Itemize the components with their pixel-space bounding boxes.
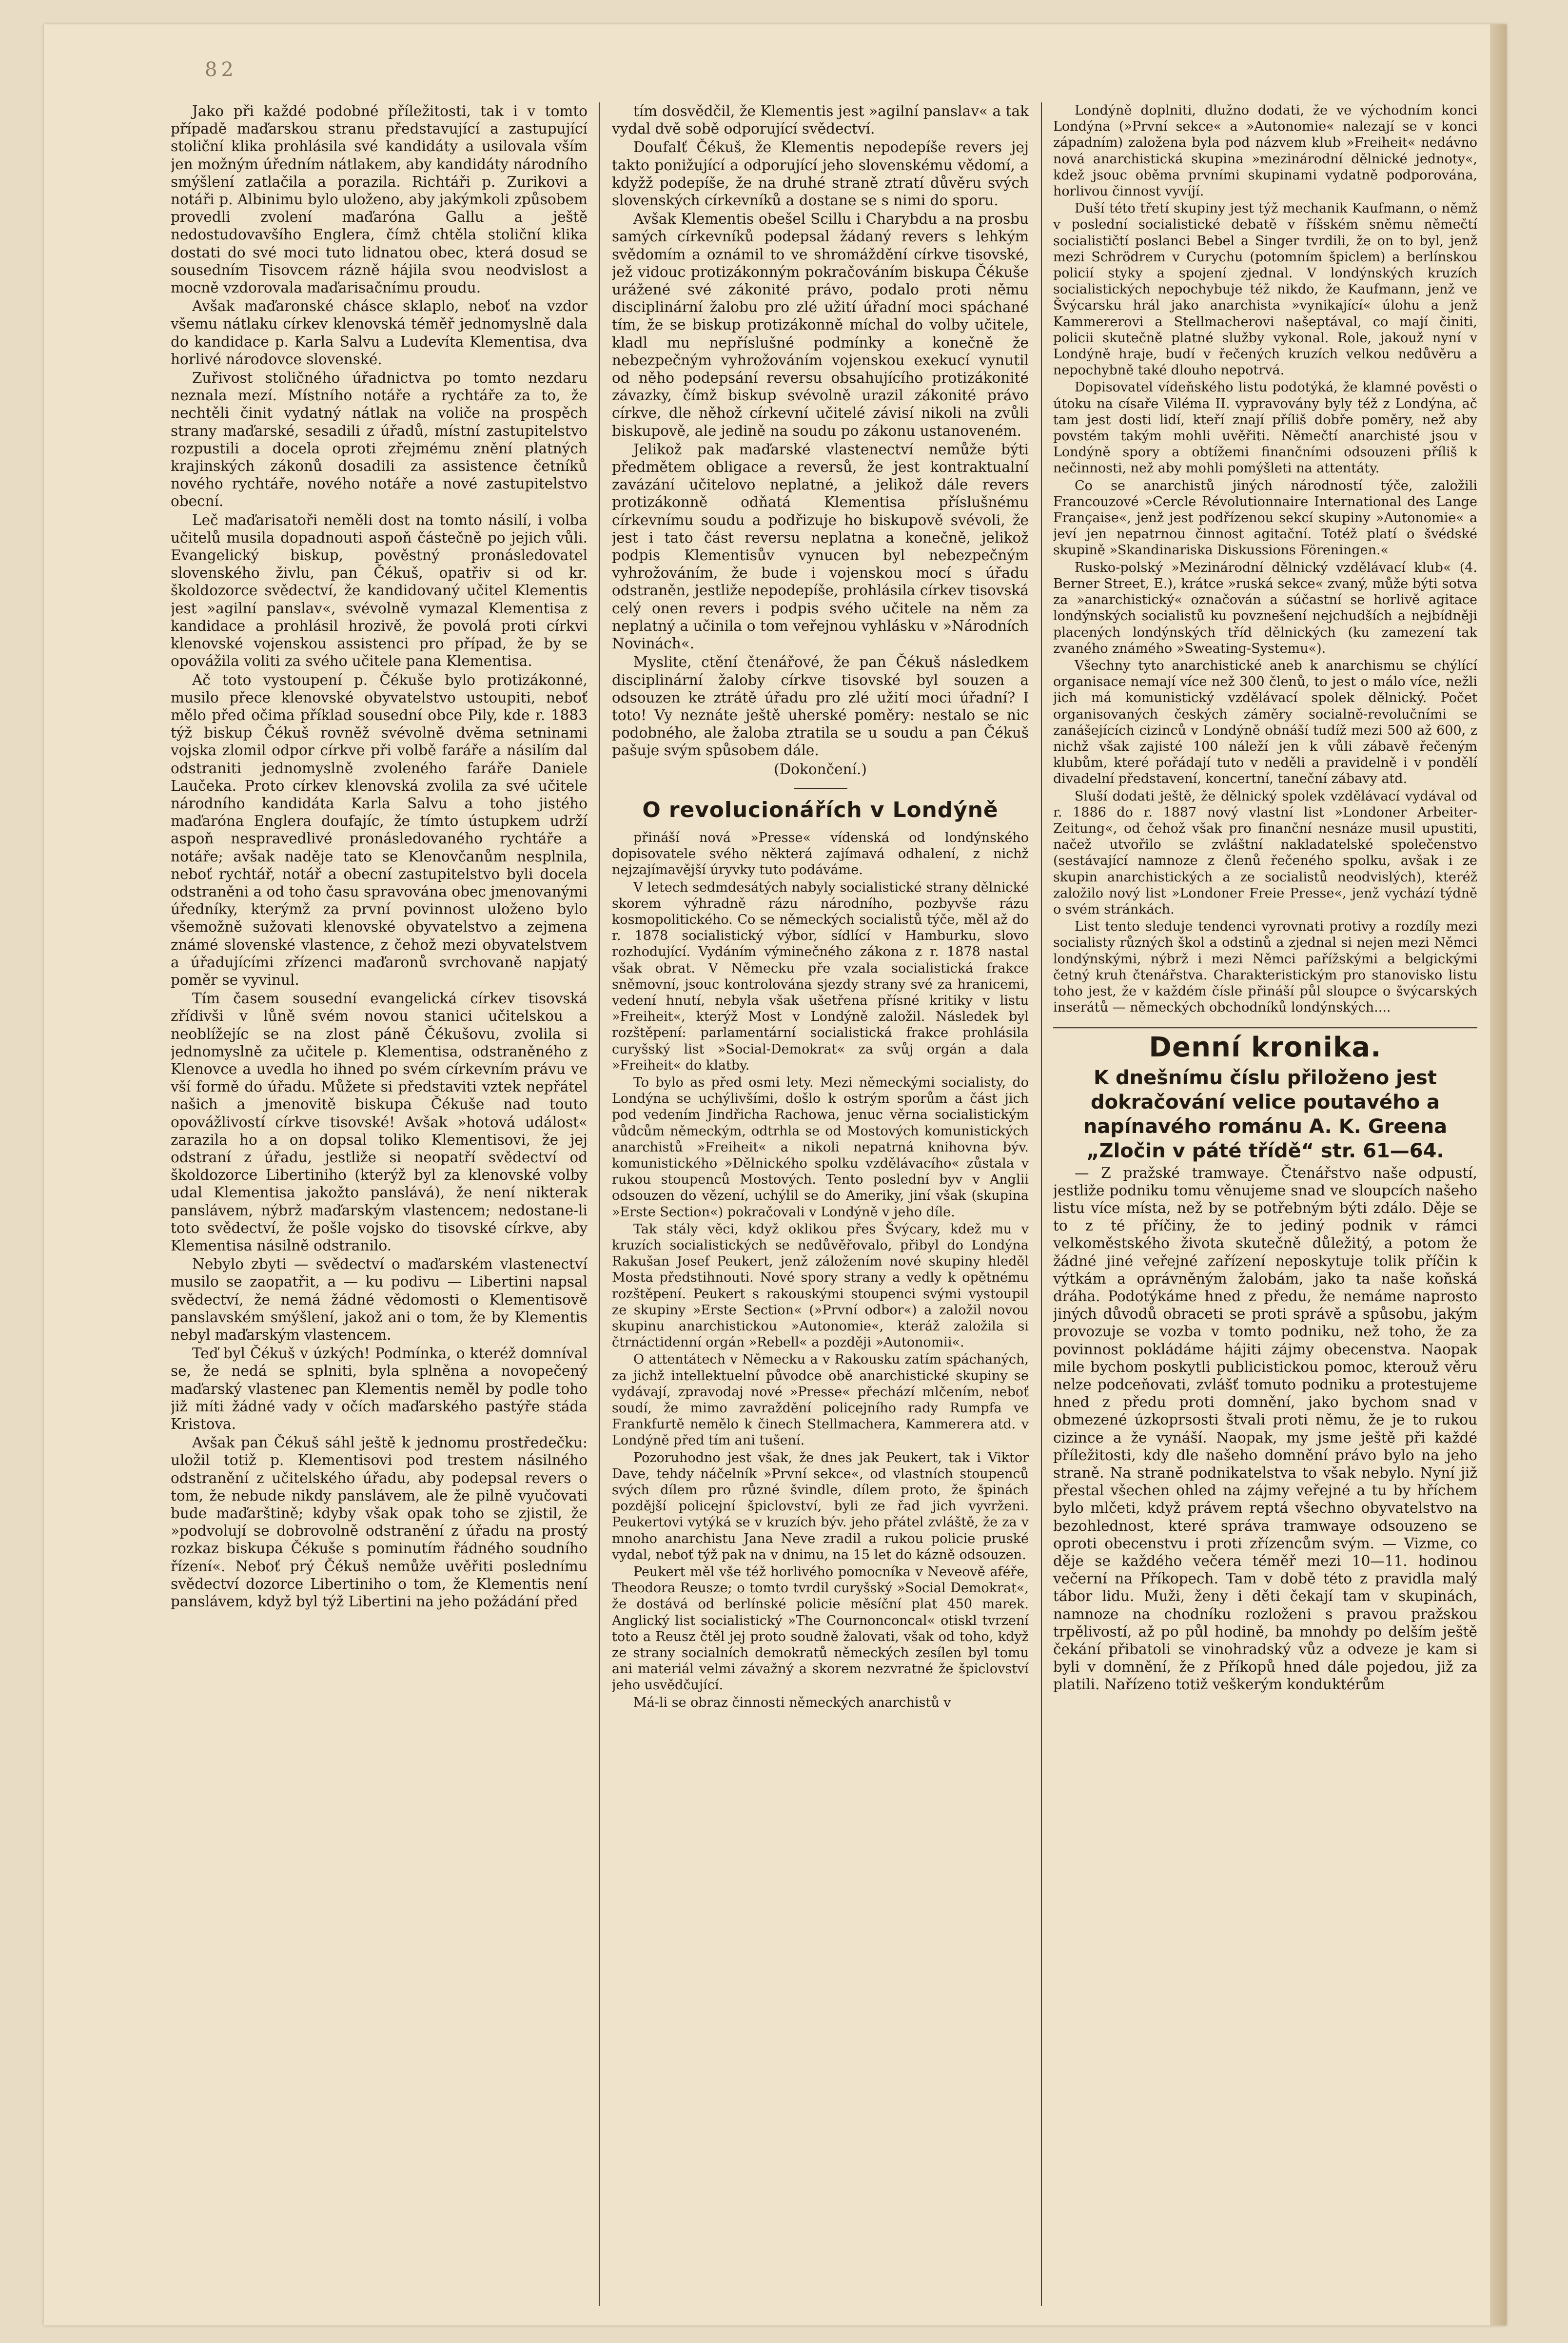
column-rule [599, 102, 600, 2306]
article-paragraph: Sluší dodati ještě, že dělnický spolek vzdělávací vydával od r. 1886 do r. 1887 nový vlastní list »Londoner Arbeiter-Zeitung«, od čehož však pro finanční nesnáze musil upustiti, načež utvořilo se zvláštní nakladatelské společenstvo (sestávající namnoze z členů řečeného spolku, avšak i ze skupin anarchistických a ze socialistů neodvislých), kteréž založilo nový list »Londoner Freie Presse«, jenž vychází týdně o svém stránkách. [1053, 788, 1477, 917]
page-edge [1490, 24, 1507, 2325]
article-paragraph: Doufalť Čékuš, že Klementis nepodepíše revers jej takto ponižující a odporující jeho slovenskému vědomí, a kdyžž podepíše, že na druhé straně ztratí důvěru svých slovenských církevníků a dostane se s nimi do sporu. [612, 139, 1029, 209]
article-paragraph: tím dosvědčil, že Klementis jest »agilní panslav« a tak vydal dvě sobě odporující svědectví. [612, 103, 1029, 137]
article-paragraph: Duší této třetí skupiny jest týž mechanik Kaufmann, o němž v poslední socialistické debatě v říšském sněmu němečtí socialističtí poslanci Bebel a Singer tvrdili, že on to byl, jenž mezi Schrödrem v Curychu (potomním špiclem) a berlínskou policií styky a spojení zjednal. V londýnských kruzích socialistických nepochybuje též nikdo, že Kaufmann, jenž ve Švýcarsku hrál jako anarchista »vynikající« úlohu a jenž Kammererovi a Stellmacherovi našeptával, co mají činiti, policii skutečně platné služby vykonal. Role, jakouž nyní v Londýně hraje, budí v řečených kruzích velkou nedůvěru a nepochybně také dlouho nepotrvá. [1053, 201, 1477, 378]
article-paragraph: To bylo as před osmi lety. Mezi německými socialisty, do Londýna se uchýlivšími, došlo k ostrým sporům a část jich pod vedením Jindřicha Rachowa, jenuc věrna socialistickým vůdcům německým, odtrhla se od Mostových komunistických anarchistů »Freiheit« a nikoli nepatrná knihovna býv. komunistického »Dělnického spolku vzdělávacího« zůstala v rukou stoupenců Mostových. Tento poslední byv v Anglii odsouzen do vězení, uchýlil se do Ameriky, jiní však (skupina »Erste Section«) pokračovali v Londýně v jeho díle. [612, 1074, 1029, 1220]
article-paragraph: Avšak Klementis obešel Scillu i Charybdu a na prosbu samých církevníků podepsal žádaný revers s lehkým svědomím a oznámil to ve shromáždění církve tisovské, jež vidouc protizákonným pokračováním biskupa Čékuše urážené své zákonité právo, podalo proti němu disciplinární žalobu pro zlé užití úřadní moci spáchané tím, že se biskup protizákonně míchal do volby učitele, kladl mu nepříslušné podmínky a konečně že nebezpečným vyhrožováním vojenskou exekucí vynutil od něho podepsání reversu obsahujícího protizákonité závazky, čímž biskup svévolně urazil zákonité právo církve, dle něhož církevní učitelé závisí nikoli na zvůli biskupově, ale jedině na soudu po zákonu ustanoveném. [612, 211, 1029, 439]
article-paragraph: — Z pražské tramwaye. Čtenářstvo naše odpustí, jestliže podniku tomu věnujeme snad ve sloupcích našeho listu více místa, než by se potřebným býti zdálo. Děje se to z té příčiny, že to jediný podnik v rámci velkoměstského života skutečně důležitý, a potom že žádné jiné veřejné zařízení neposkytuje tolik příčin k výtkám a oprávněným žalobám, jako ta naše koňská dráha. Podotýkáme hned z předu, že nemáme naprosto jiných důvodů obraceti se proti správě a spůsobu, jakým provozuje se vozba v tomto podniku, než toho, že za povinnost pokládáme hájiti zájmy obecenstva. Naopak mile bychom poskytli publicistickou pomoc, kterouž věru nelze podceňovati, zvlášť tomuto podniku a protestujeme hned z předu proti domnění, jako bychom snad v obmezené úzkoprsosti štvali proti němu, že je to rukou cizince a že vynáší. Naopak, my jsme ještě při každé příležitosti, kdy dle našeho domnění právo bylo na jeho straně. Na straně podnikatelstva to však nebylo. Nyní již přestal všechen ohled na zájmy veřejné a tu by hříchem bylo mlčeti, když právem reptá všechno obyvatelstvo na bezohlednost, které správa tramwaye odsouzeno se oproti obecenstvu i proti zřízencům svým. — Vizme, co děje se každého večera téměř mezi 10—11. hodinou večerní na Příkopech. Tam v době této z pravidla malý tábor lidu. Muži, ženy i děti čekají tam v skupinách, namnoze na chodníku rozloženi s pravou pražskou trpělivostí, až po půl hodině, ba mnohdy po delším ještě čekání přibatoli se vinohradský vůz a odveze je kam si byli v domnění, že z Příkopů hned dále pojedou, již za platili. Nařízeno totiž veškerým konduktérům [1053, 1164, 1477, 1693]
article-paragraph: Peukert měl vše též horlivého pomocníka v Neveově aféře, Theodora Reusze; o tomto tvrdil curyšský »Social Demokrat«, že dostává od berlínské policie měsíční plat 450 marek. Anglický list socialistický »The Cournonconcal« otiskl tvrzení toto a Reusz čtěl jej proto soudně žalovati, však od toho, když ze strany socialních demokratů německých zesílen byl tomu ani materiál velmi závažný a skorem nezvratné že špiclovství jeho usvědčující. [612, 1564, 1029, 1693]
column-3 [1053, 102, 1477, 2306]
article-paragraph: Všechny tyto anarchistické aneb k anarchismu se chýlící organisace nemají více než 300 členů, to jest o málo více, nežli jich má komunistický vzdělávací spolek dělnický. Počet organisovaných českých záměry socialně-revolučními se zanášejících cizinců v Londýně obnáší tudíž mezi 500 až 600, z nichž však zajisté 100 náleží jen k vůli zábavě řečeným klubům, které pořádají tuto v neděli a pravidelně i v pondělí divadelní představení, koncertní, taneční zábavy atd. [1053, 658, 1477, 787]
article-paragraph: Jelikož pak maďarské vlastenectví nemůže býti předmětem obligace a reversů, že jest kontraktualní zavázání učitelovo neplatné, a jelikož dále revers protizákonně odňatá Klementisa příslušnému církevnímu soudu a podřizuje ho biskupově svévoli, že jest i tato část reversu neplatna a konečně, jelikož podpis Klementisův vynucen byl nebezpečným vyhrožováním, že bude i vojenskou mocí s úřadu odstraněn, jestliže nepodepíše, prohlásila církev tisovská celý onen revers i podpis svého učitele na něm za neplatný a učinila o tom veřejnou vyhlásku v »Národních Novinách«. [612, 441, 1029, 652]
article-paragraph: Ač toto vystoupení p. Čékuše bylo protizákonné, musilo přece klenovské obyvatelstvo ustoupiti, neboť mělo před očima příklad sousední obce Pily, kde r. 1883 týž biskup Čékuš rovněž svévolně dvěma setninami vojska zlomil odpor církve při volbě faráře a násilím dal odstraniti jednomyslně zvoleného faráře Daniele Laučeka. Proto církev klenovská zvolila za své učitele národního kandidáta Karla Salvu a toho jistého maďaróna Englera doufajíc, že tímto ústupkem udrží aspoň nespravedlivé pronásledovaného rychtáře a notáře; avšak naděje tato se Klenovčanům nesplnila, neboť rychtář, notář a obecní zastupitelstvo byli docela odstraněni a od toho času spravována obec jmenovanými úředníky, kterýmž za první povinnost uloženo bylo všemožně sužovati klenovské obyvatelstvo a zejmena známé slovenské vlastence, z čehož mezi obyvatelstvem a úřadujícími zřízenci maďaronů svrchovaně napjatý poměr se vyvinul. [171, 671, 588, 988]
column-1 [171, 102, 588, 2306]
article-paragraph: Londýně doplniti, dlužno dodati, že ve východním konci Londýna (»První sekce« a »Autonomie« nalezají se v konci západním) založena byla pod názvem klub »Freiheit« nedávno nová anarchistická skupina »mezinárodní dělnické jednoty«, kdež jsouc oběma prvními skupinami vydatně podporována, horlivou činnost vyvíjí. [1053, 103, 1477, 199]
supplement-announcement: K dnešnímu číslu přiloženo jest dokračování velice poutavého a napínavého románu A. K. Greena „Zločin v páté třídě“ str. 61—64. [1083, 1066, 1448, 1162]
article-paragraph: Leč maďarisatoři neměli dost na tomto násilí, i volba učitelů musila dopadnouti aspoň částečně po jejich vůli. Evangelický biskup, pověstný pronásledovatel slovenského živlu, pan Čékuš, opatřiv si od kr. školdozorce svědectví, že kandidovaný učitel Klementis jest »agilní panslav«, svévolně vymazal Klementisa z kandidace a prohlásil hrozivě, že povolá proti církvi klenovské vojenskou assistenci pro případ, že by se opovážila voliti za svého učitele pana Klementisa. [171, 511, 588, 670]
article-paragraph: Teď byl Čékuš v úzkých! Podmínka, o kteréž domníval se, že nedá se splniti, byla splněna a novopečený maďarský vlastenec pan Klementis neměl by podle toho již míti žádné vady v očích maďarského pastýře stáda Kristova. [171, 1345, 588, 1433]
section-heading: Denní kronika. [1149, 1032, 1382, 1064]
article-paragraph: Má-li se obraz činnosti německých anarchistů v [633, 1695, 951, 1710]
article-paragraph: Pozoruhodno jest však, že dnes jak Peukert, tak i Viktor Dave, tehdy náčelník »První sekce«, od vlastních stoupenců svých dílem pro různé švindle, dílem proto, že špinách pozdější policejní špiclovství, byli ze řad jich vyvrženi. Peukertovi vytýká se v kruzích býv. jeho přátel zvláště, že za v mnoho anarchistu Jana Neve zradil a rukou policie pruské vydal, neboť týž pak na v dnimu, na 15 let do kázně odsouzen. [612, 1450, 1029, 1562]
article-paragraph: Avšak maďaronské chásce sklaplo, neboť na vzdor všemu nátlaku církev klenovská téměř jednomyslně dala do kandidace p. Karla Salvu a Ludevíta Klementisa, dva horlivé národovce slovenské. [171, 298, 588, 368]
newspaper-page [44, 24, 1507, 2325]
article-paragraph: Zuřivost stoličného úřadnictva po tomto nezdaru neznala mezí. Místního notáře a rychtáře za to, že nechtěli činit vydatný nátlak na voliče na prospěch strany maďarské, sesadili z úřadů, místní zastupitelstvo rozpustili a docela oproti zřejmému znění platných krajinských zákonů dosadili za assistence četníků nového rychtáře, nového notáře a nové zastupitelstvo obecní. [171, 370, 588, 510]
page-number: 82 [205, 59, 237, 81]
article-paragraph: Rusko-polský »Mezinárodní dělnický vzdělávací klub« (4. Berner Street, E.), krátce »ruská sekce« zvaný, může býti sotva za »anarchistický« označován a súčastní se horlivě agitace londýnských socialistů ku povznešení nejchudších a nejbídněji placených londýnských tříd dělnických (ku zamezení tak zvaného známého »Sweating-Systemu«). [1053, 560, 1477, 656]
article-paragraph: V letech sedmdesátých nabyly socialistické strany dělnické skorem výhradně rázu národního, pozbyvše rázu kosmopolitického. Co se německých socialistů týče, měl až do r. 1878 socialistický výbor, sídlící v Hamburku, slovo rozhodující. Vydáním výminečného zákona z r. 1878 nastal však obrat. V Německu pře vzala socialistická frakce sněmovní, jsouc kontrolována sjezdy strany své za hranicemi, vedení hnutí, nebyla však ušetřena přísné kritiky v listu »Freiheit«, kterýž Most v Londýně založil. Následek byl rozštěpení: parlamentární socialistická frakce prohlásila curyšský list »Social-Demokrat« za svůj orgán a dala »Freiheit« do klatby. [612, 879, 1029, 1073]
article-paragraph: List tento sleduje tendenci vyrovnati protivy a rozdíly mezi socialisty různých škol a odstinů a zjednal si nejen mezi Němci londýnskými, nýbrž i mezi Němci pařížskými a belgickými četný kruh čtenářstva. Charakteristickým pro stanovisko listu toho jest, že v každém čísle přináší půl sloupce o švýcarských inserátů — německých obchodníků londýnských.... [1053, 919, 1477, 1015]
article-paragraph: Dopisovatel vídeňského listu podotýká, že klamné pověsti o útoku na císaře Viléma II. vypravovány byly též z Londýna, ač tam jest dosti lidí, kteří znají příliš dobře poměry, než aby povstém takým mohli uvěřiti. Němečtí anarchisté jsou v Londýně spory a obtížemi finančními odsouzeni příliš k nečinnosti, než aby mohli pomýšleti na attentáty. [1053, 380, 1477, 476]
article-paragraph: Jako při každé podobné příležitosti, tak i v tomto případě maďarskou stranu představující a zastupující stoliční klika prohlásila své kandidáty a usilovala vším jen možným úředním nátlakem, aby kandidáty národního smýšlení zatlačila a porazila. Richtáři p. Zurikovi a notáři p. Albinimu bylo uloženo, aby jakýmkoli způsobem provedli zvolení maďaróna Gallu a ještě nedostudovavšího Englera, čímž chtěla stoliční klika dostati do své moci tuto lidnatou obec, která dosud se sousedním Tisovcem rázně hájila svou neodvislost a mocně vzdorovala maďarisačnímu proudu. [171, 103, 588, 296]
article-paragraph: Myslite, ctění čtenářové, že pan Čékuš následkem disciplinární žaloby církve tisovské byl souzen a odsouzen ke ztrátě úřadu pro zlé užití moci úřadní? I toto! Vy neznáte ještě uherské poměry: nestalo se nic podobného, ale žaloba ztratila se u soudu a pan Čékuš pašuje svým spůsobem dále. [612, 654, 1029, 759]
article-paragraph: Tím časem sousední evangelická církev tisovská zřídivši v lůně svém novou stanici učitelskou a neoblížejíc se na zlost páně Čékušovu, zvolila si jednomyslně za učitele p. Klementisa, odstraněného z Klenovce a uvedla ho ihned po svém církevním právu ve vší formě do úřadu. Můžete si představiti vztek nepřátel našich a jmenovitě biskupa Čékuše nad touto opovážlivostí církve tisovské! Avšak »hotová událost« zarazila ho a on dopsal toliko Klementisovi, že jej odstraní z úřadu, jestliže si neopatří svědectví od školdozorce Libertiniho (kterýž byl za klenovské volby udal Klementisa jakožto panslává), že není nikterak panslávem, nýbrž maďarským vlastencem; nedostane-li toto svědectví, že pošle vojsko do tisovské církve, aby Klementisa násilně odstranilo. [171, 990, 588, 1254]
article-paragraph: Nebylo zbyti — svědectví o maďarském vlastenectví musilo se zaopatřit, a — ku podivu — Libertini napsal svědectví, že nemá žádné vědomosti o Klementisově panslavském smýšlení, jakož ani o tom, že by Klementis nebyl maďarským vlastencem. [171, 1256, 588, 1344]
column-2 [612, 102, 1029, 2306]
article-paragraph: Tak stály věci, když oklikou přes Švýcary, kdež mu v kruzích socialistických se nedůvěřovalo, přibyl do Londýna Rakušan Josef Peukert, jenž záložením nové skupiny hleděl Mosta předstihnouti. Nové spory strany a vedly k opětnému rozštěpení. Peukert s rakouskými stoupenci svými vystoupil ze skupiny »Erste Section« (»První odbor«) a založil novou skupinu anarchistickou »Autonomie«, kteráž založila si čtrnáctidenní orgán »Rebell« a později »Autonomii«. [612, 1221, 1029, 1350]
article-heading: O revolucionářích v Londýně [642, 797, 999, 822]
article-paragraph: přináší nová »Presse« vídenská od londýnského dopisovatele svého některá zajímavá odhalení, z nichž nejzajímavější úryvky tuto podáváme. [612, 830, 1029, 878]
article-paragraph: O attentátech v Německu a v Rakousku zatím spáchaných, za jichž intellektuelní původce obě anarchistické skupiny se vydávají, zpravodaj nové »Presse« přechází mlčením, neboť soudí, že mimo zavraždění policejního rady Rumpfa ve Frankfurtě nemělo k činech Stellmachera, Kammerera atd. v Londýně před tím ani tušení. [612, 1352, 1029, 1448]
article-paragraph: Avšak pan Čékuš sáhl ještě k jednomu prostředečku: uložil totiž p. Klementisovi pod trestem násilného odstranění z učitelského úřadu, aby podepsal revers o tom, že nebude nikdy panslávem, ale že pilně vyučovati bude maďarštině; kdyby však opak toho se zjistil, že »podvolují se dobrovolně odstranění z úřadu na prostý rozkaz biskupa Čékuše s pominutím řádného soudního řízení«. Neboť prý Čékuš nemůže uvěřiti poslednímu svědectví dozorce Libertiniho o tom, že Klementis není panslávem, když byl týž Libertini na jeho požádání před [171, 1434, 588, 1610]
column-rule [1041, 102, 1042, 2306]
section-divider [1053, 1027, 1477, 1029]
to-be-continued: (Dokončení.) [774, 761, 867, 778]
article-end-rule [794, 788, 847, 789]
article-paragraph: Co se anarchistů jiných národností týče, založili Francouzové »Cercle Révolutionnaire International des Lange Française«, jenž jest podřízenou sekcí skupiny »Autonomie« a jeví jen nepatrnou činnost agitační. Totéž platí o švédské skupině »Skandinariska Diskussions Föreningen.« [1053, 478, 1477, 558]
